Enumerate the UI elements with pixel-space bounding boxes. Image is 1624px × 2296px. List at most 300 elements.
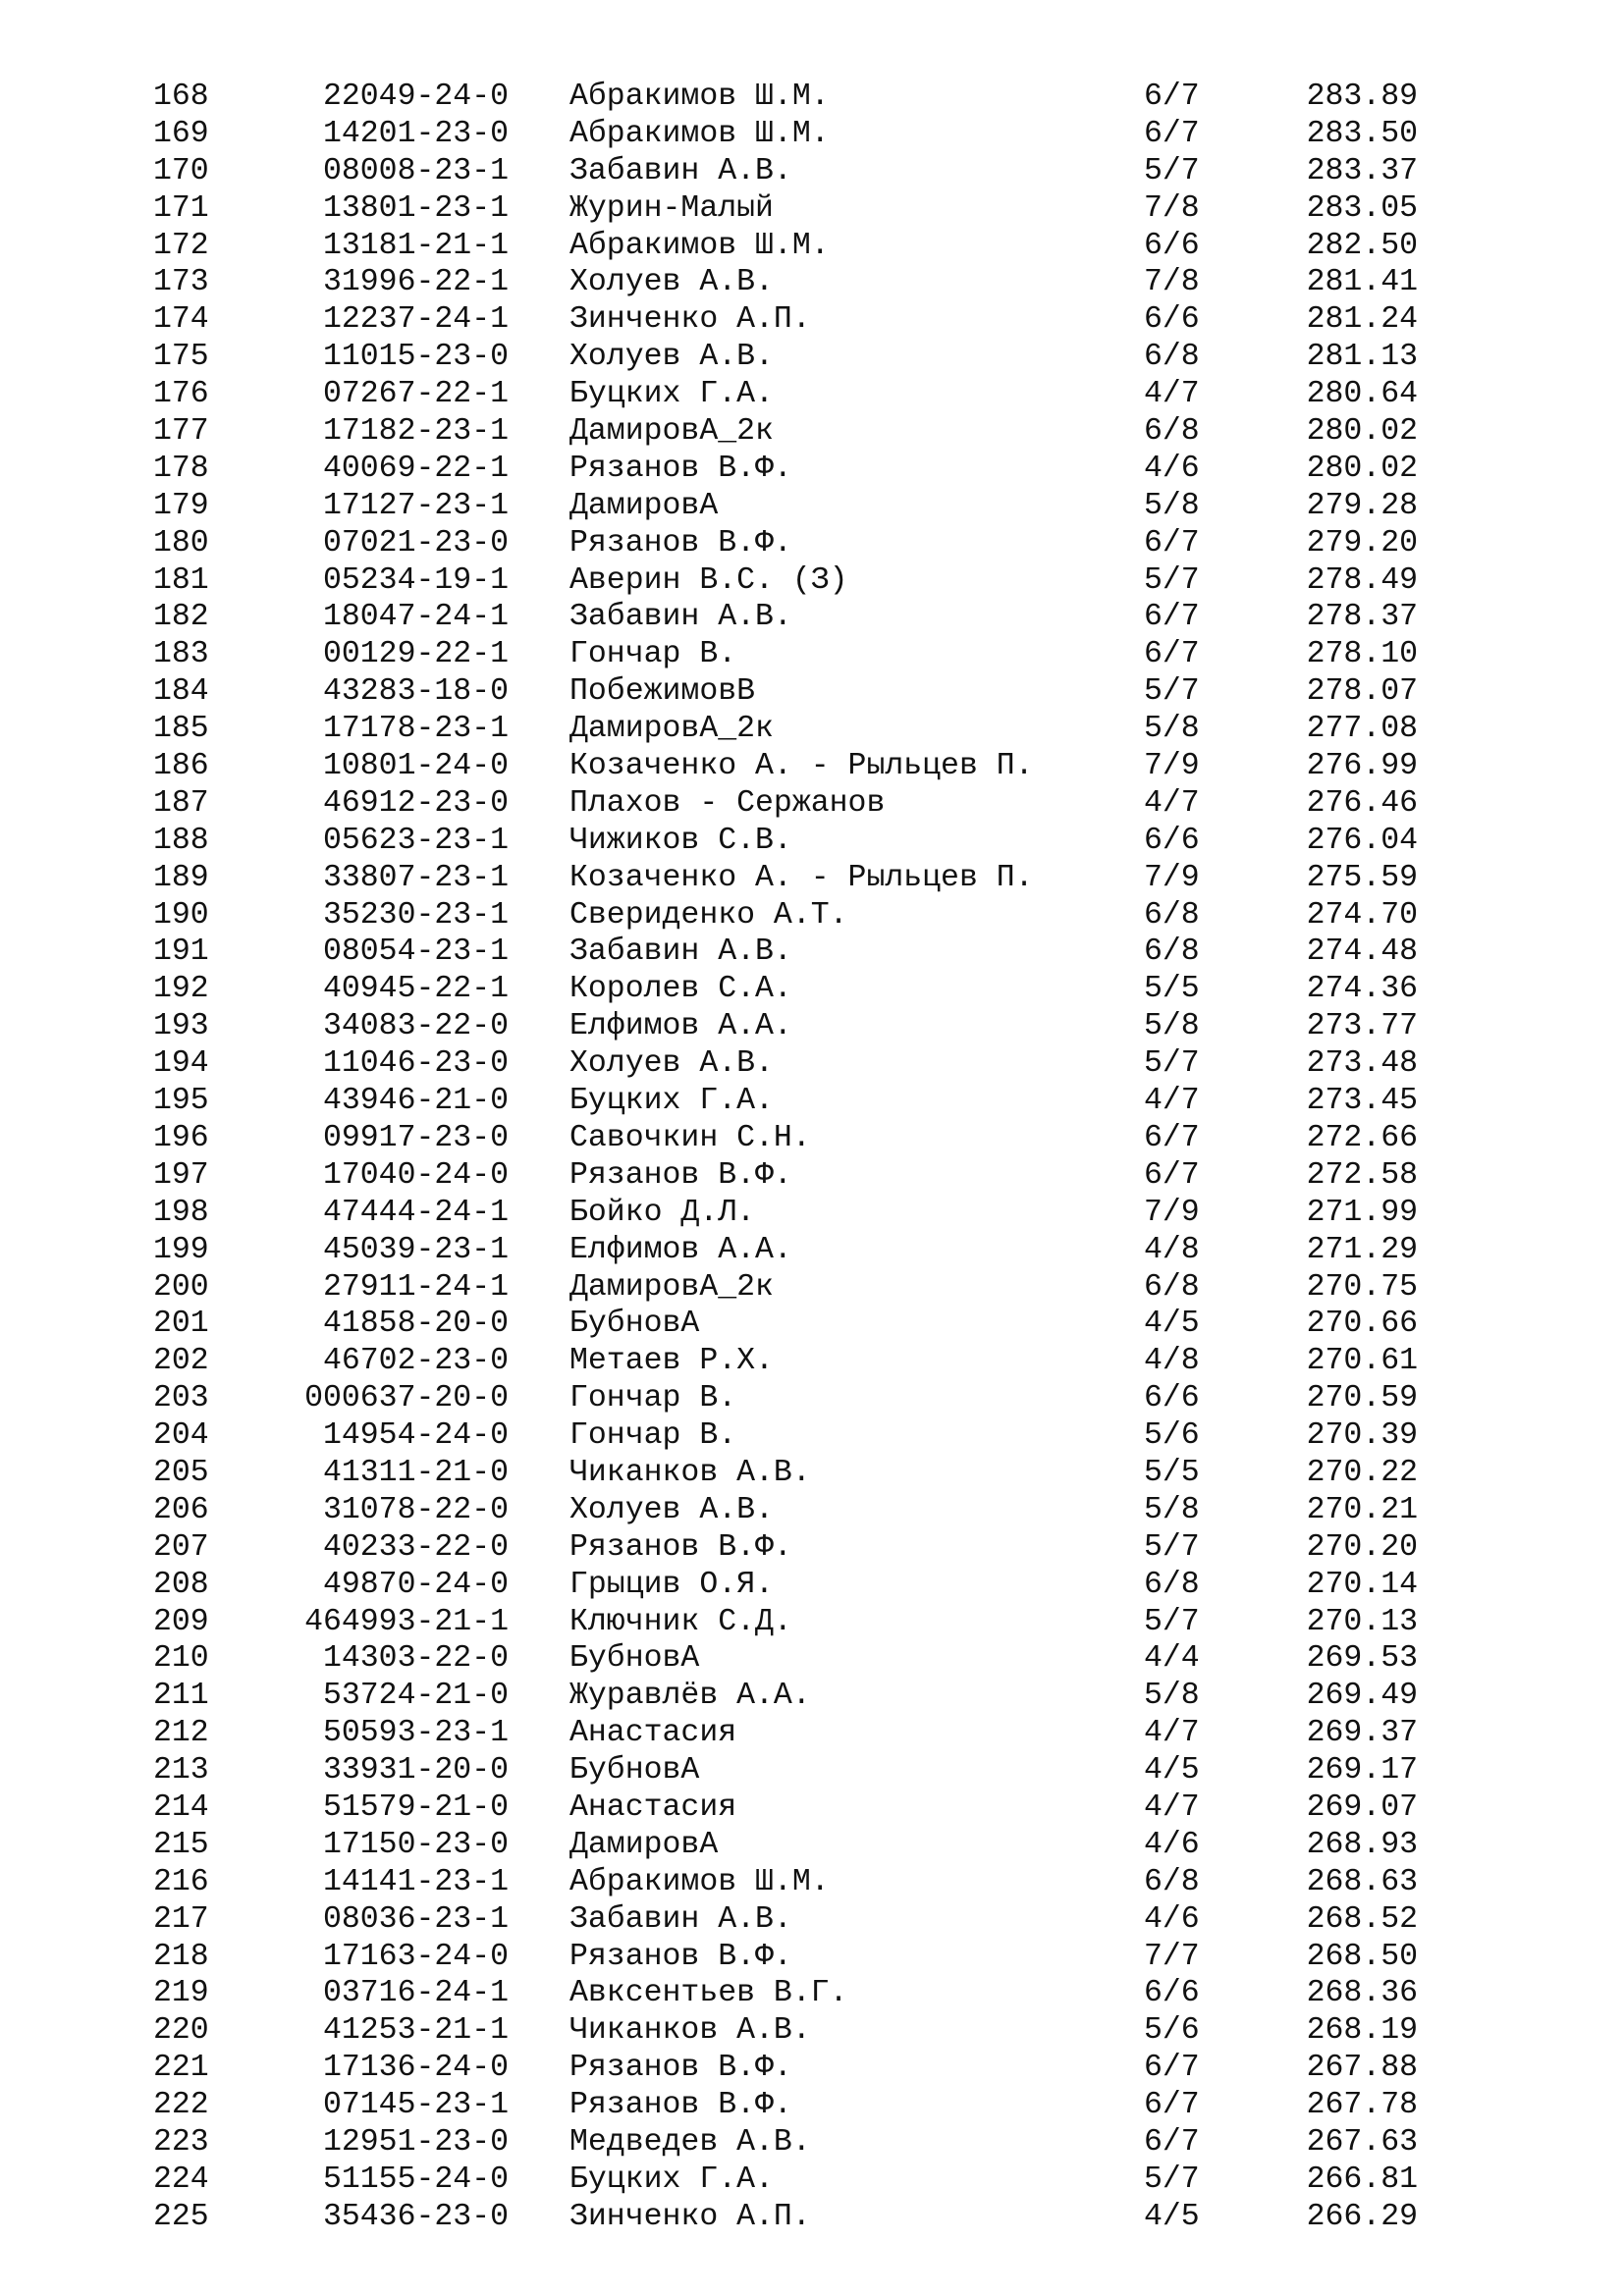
row-name: БубновА <box>569 1307 700 1342</box>
row-number: 208 <box>153 1567 209 1602</box>
row-code: 12951-23-0 <box>322 2124 509 2160</box>
row-ratio: 5/6 <box>1144 1418 1200 1454</box>
table-row <box>0 451 1624 488</box>
row-ratio: 4/7 <box>1144 1789 1200 1825</box>
row-number: 218 <box>153 1939 209 1974</box>
row-number: 171 <box>153 190 209 226</box>
table-row <box>0 264 1624 301</box>
row-number: 185 <box>153 712 209 747</box>
row-score: 269.53 <box>1306 1641 1418 1677</box>
table-row <box>0 339 1624 376</box>
row-ratio: 5/5 <box>1144 972 1200 1007</box>
row-code: 17163-24-0 <box>322 1939 509 1974</box>
table-row <box>0 413 1624 451</box>
row-ratio: 4/5 <box>1144 2199 1200 2234</box>
row-code: 51579-21-0 <box>322 1789 509 1825</box>
row-ratio: 4/7 <box>1144 1716 1200 1751</box>
row-score: 270.14 <box>1306 1567 1418 1602</box>
row-score: 274.36 <box>1306 972 1418 1007</box>
row-score: 272.58 <box>1306 1157 1418 1193</box>
row-score: 283.89 <box>1306 80 1418 114</box>
row-code: 41253-21-1 <box>322 2013 509 2049</box>
row-name: Холуев А.В. <box>569 265 774 300</box>
table-row <box>0 1045 1624 1083</box>
table-row <box>0 860 1624 897</box>
row-ratio: 5/8 <box>1144 1492 1200 1527</box>
row-name: Гончар В. <box>569 1381 737 1416</box>
row-ratio: 4/5 <box>1144 1307 1200 1342</box>
row-score: 276.04 <box>1306 823 1418 858</box>
row-name: Аверин В.С. (З) <box>569 562 848 598</box>
row-ratio: 5/7 <box>1144 562 1200 598</box>
row-code: 45039-23-1 <box>322 1232 509 1267</box>
row-code: 34083-22-0 <box>322 1009 509 1044</box>
row-ratio: 4/6 <box>1144 1827 1200 1862</box>
row-number: 187 <box>153 785 209 821</box>
row-number: 211 <box>153 1679 209 1714</box>
table-row <box>0 228 1624 265</box>
row-score: 279.20 <box>1306 525 1418 561</box>
row-score: 283.05 <box>1306 190 1418 226</box>
row-number: 175 <box>153 340 209 375</box>
row-name: Рязанов В.Ф. <box>569 2088 792 2123</box>
row-score: 280.64 <box>1306 377 1418 412</box>
row-score: 268.52 <box>1306 1901 1418 1937</box>
row-ratio: 6/7 <box>1144 600 1200 635</box>
row-code: 14201-23-0 <box>322 116 509 151</box>
row-name: Журин-Малый <box>569 190 774 226</box>
row-number: 210 <box>153 1641 209 1677</box>
row-name: Елфимов А.А. <box>569 1009 792 1044</box>
row-name: Чиканков А.В. <box>569 2013 811 2049</box>
row-code: 33931-20-0 <box>322 1753 509 1789</box>
row-number: 212 <box>153 1716 209 1751</box>
row-score: 267.78 <box>1306 2088 1418 2123</box>
row-number: 222 <box>153 2088 209 2123</box>
row-score: 275.59 <box>1306 860 1418 895</box>
table-row <box>0 1120 1624 1157</box>
row-number: 206 <box>153 1492 209 1527</box>
row-ratio: 7/7 <box>1144 1939 1200 1974</box>
row-code: 00129-22-1 <box>322 637 509 672</box>
row-score: 282.50 <box>1306 228 1418 263</box>
row-name: Холуев А.В. <box>569 340 774 375</box>
row-code: 17178-23-1 <box>322 712 509 747</box>
row-code: 18047-24-1 <box>322 600 509 635</box>
row-ratio: 6/6 <box>1144 1976 1200 2011</box>
row-score: 270.22 <box>1306 1455 1418 1490</box>
row-score: 276.46 <box>1306 785 1418 821</box>
row-code: 000637-20-0 <box>304 1381 509 1416</box>
table-row <box>0 1678 1624 1715</box>
table-row <box>0 79 1624 116</box>
row-code: 49870-24-0 <box>322 1567 509 1602</box>
row-score: 266.29 <box>1306 2199 1418 2234</box>
row-ratio: 6/7 <box>1144 2051 1200 2086</box>
row-code: 10801-24-0 <box>322 749 509 784</box>
row-ratio: 6/7 <box>1144 1157 1200 1193</box>
row-code: 46702-23-0 <box>322 1344 509 1379</box>
row-number: 203 <box>153 1381 209 1416</box>
table-row <box>0 1640 1624 1678</box>
row-score: 271.29 <box>1306 1232 1418 1267</box>
table-row <box>0 2012 1624 2050</box>
row-score: 267.63 <box>1306 2124 1418 2160</box>
row-ratio: 6/8 <box>1144 897 1200 933</box>
table-row <box>0 562 1624 600</box>
row-code: 17182-23-1 <box>322 414 509 450</box>
row-ratio: 5/7 <box>1144 1604 1200 1639</box>
row-name: Елфимов А.А. <box>569 1232 792 1267</box>
row-score: 270.61 <box>1306 1344 1418 1379</box>
table-row <box>0 1604 1624 1641</box>
row-code: 14141-23-1 <box>322 1864 509 1899</box>
row-score: 270.13 <box>1306 1604 1418 1639</box>
table-row <box>0 1789 1624 1827</box>
table-row <box>0 1269 1624 1307</box>
row-number: 207 <box>153 1529 209 1565</box>
row-name: ДамировА_2к <box>569 1269 774 1305</box>
row-ratio: 6/6 <box>1144 302 1200 338</box>
row-ratio: 6/7 <box>1144 1120 1200 1155</box>
row-ratio: 6/7 <box>1144 80 1200 114</box>
table-row <box>0 823 1624 860</box>
row-ratio: 5/8 <box>1144 1009 1200 1044</box>
row-number: 195 <box>153 1084 209 1119</box>
row-score: 270.59 <box>1306 1381 1418 1416</box>
table-row <box>0 1008 1624 1045</box>
table-row <box>0 301 1624 339</box>
row-ratio: 5/7 <box>1144 2162 1200 2197</box>
row-number: 192 <box>153 972 209 1007</box>
row-number: 221 <box>153 2051 209 2086</box>
row-ratio: 4/7 <box>1144 377 1200 412</box>
row-code: 14954-24-0 <box>322 1418 509 1454</box>
row-name: Савочкин С.Н. <box>569 1120 811 1155</box>
row-score: 269.07 <box>1306 1789 1418 1825</box>
row-ratio: 6/8 <box>1144 1864 1200 1899</box>
row-number: 190 <box>153 897 209 933</box>
table-row <box>0 1492 1624 1529</box>
table-row <box>0 2199 1624 2236</box>
row-score: 274.70 <box>1306 897 1418 933</box>
row-code: 33807-23-1 <box>322 860 509 895</box>
row-name: Абракимов Ш.М. <box>569 80 830 114</box>
row-ratio: 5/7 <box>1144 1529 1200 1565</box>
row-name: Рязанов В.Ф. <box>569 1157 792 1193</box>
row-name: Королев С.А. <box>569 972 792 1007</box>
row-score: 278.10 <box>1306 637 1418 672</box>
table-row <box>0 971 1624 1008</box>
table-row <box>0 1083 1624 1120</box>
row-code: 05234-19-1 <box>322 562 509 598</box>
row-name: Анастасия <box>569 1789 737 1825</box>
row-number: 177 <box>153 414 209 450</box>
table-row <box>0 1306 1624 1343</box>
row-code: 08054-23-1 <box>322 934 509 970</box>
row-ratio: 4/6 <box>1144 451 1200 486</box>
row-score: 278.37 <box>1306 600 1418 635</box>
table-row <box>0 711 1624 748</box>
row-code: 40069-22-1 <box>322 451 509 486</box>
table-row <box>0 1529 1624 1567</box>
table-row <box>0 599 1624 636</box>
table-row <box>0 1343 1624 1380</box>
table-row <box>0 673 1624 711</box>
row-number: 184 <box>153 674 209 710</box>
row-name: Зинченко А.П. <box>569 2199 811 2234</box>
row-code: 43283-18-0 <box>322 674 509 710</box>
row-code: 35230-23-1 <box>322 897 509 933</box>
table-row <box>0 1157 1624 1195</box>
row-score: 281.41 <box>1306 265 1418 300</box>
row-number: 188 <box>153 823 209 858</box>
row-score: 276.99 <box>1306 749 1418 784</box>
row-ratio: 5/7 <box>1144 1046 1200 1082</box>
row-code: 05623-23-1 <box>322 823 509 858</box>
row-number: 223 <box>153 2124 209 2160</box>
row-number: 217 <box>153 1901 209 1937</box>
results-table <box>0 79 1624 2236</box>
row-name: Забавин А.В. <box>569 600 792 635</box>
row-number: 179 <box>153 488 209 523</box>
row-code: 51155-24-0 <box>322 2162 509 2197</box>
row-code: 17150-23-0 <box>322 1827 509 1862</box>
row-score: 273.48 <box>1306 1046 1418 1082</box>
row-score: 280.02 <box>1306 414 1418 450</box>
row-number: 182 <box>153 600 209 635</box>
row-code: 13181-21-1 <box>322 228 509 263</box>
row-name: Абракимов Ш.М. <box>569 116 830 151</box>
row-number: 199 <box>153 1232 209 1267</box>
row-name: Абракимов Ш.М. <box>569 1864 830 1899</box>
table-row <box>0 153 1624 190</box>
row-name: Абракимов Ш.М. <box>569 228 830 263</box>
row-code: 09917-23-0 <box>322 1120 509 1155</box>
table-row <box>0 1232 1624 1269</box>
row-name: Гончар В. <box>569 1418 737 1454</box>
row-name: Чиканков А.В. <box>569 1455 811 1490</box>
row-score: 278.07 <box>1306 674 1418 710</box>
row-score: 273.77 <box>1306 1009 1418 1044</box>
table-row <box>0 636 1624 673</box>
table-row <box>0 1901 1624 1939</box>
table-row <box>0 1417 1624 1455</box>
row-name: Бойко Д.Л. <box>569 1195 756 1230</box>
row-ratio: 6/7 <box>1144 116 1200 151</box>
row-number: 215 <box>153 1827 209 1862</box>
row-score: 266.81 <box>1306 2162 1418 2197</box>
row-name: Метаев Р.Х. <box>569 1344 774 1379</box>
row-name: ДамировА_2к <box>569 414 774 450</box>
row-name: Забавин А.В. <box>569 934 792 970</box>
row-code: 464993-21-1 <box>304 1604 509 1639</box>
row-code: 14303-22-0 <box>322 1641 509 1677</box>
row-number: 219 <box>153 1976 209 2011</box>
row-number: 214 <box>153 1789 209 1825</box>
row-ratio: 6/6 <box>1144 823 1200 858</box>
row-ratio: 6/6 <box>1144 1381 1200 1416</box>
row-code: 31078-22-0 <box>322 1492 509 1527</box>
row-name: Журавлёв А.А. <box>569 1679 811 1714</box>
row-code: 47444-24-1 <box>322 1195 509 1230</box>
row-number: 216 <box>153 1864 209 1899</box>
row-score: 268.19 <box>1306 2013 1418 2049</box>
row-score: 283.37 <box>1306 153 1418 188</box>
row-ratio: 4/8 <box>1144 1232 1200 1267</box>
table-row <box>0 1715 1624 1752</box>
row-name: Холуев А.В. <box>569 1492 774 1527</box>
row-score: 270.66 <box>1306 1307 1418 1342</box>
row-ratio: 7/9 <box>1144 1195 1200 1230</box>
row-code: 41858-20-0 <box>322 1307 509 1342</box>
table-row <box>0 2162 1624 2199</box>
row-score: 268.36 <box>1306 1976 1418 2011</box>
row-name: Рязанов В.Ф. <box>569 451 792 486</box>
row-number: 225 <box>153 2199 209 2234</box>
row-score: 270.39 <box>1306 1418 1418 1454</box>
table-row <box>0 1864 1624 1901</box>
row-number: 181 <box>153 562 209 598</box>
row-name: Буцких Г.А. <box>569 2162 774 2197</box>
row-name: Рязанов В.Ф. <box>569 2051 792 2086</box>
row-score: 270.75 <box>1306 1269 1418 1305</box>
table-row <box>0 2124 1624 2162</box>
row-name: Рязанов В.Ф. <box>569 525 792 561</box>
row-ratio: 4/6 <box>1144 1901 1200 1937</box>
row-score: 268.93 <box>1306 1827 1418 1862</box>
row-code: 43946-21-0 <box>322 1084 509 1119</box>
row-name: Рязанов В.Ф. <box>569 1529 792 1565</box>
row-number: 191 <box>153 934 209 970</box>
row-number: 200 <box>153 1269 209 1305</box>
row-ratio: 7/8 <box>1144 190 1200 226</box>
row-ratio: 5/6 <box>1144 2013 1200 2049</box>
table-row <box>0 748 1624 785</box>
row-name: Козаченко А. - Рыльцев П. <box>569 860 1034 895</box>
row-ratio: 4/5 <box>1144 1753 1200 1789</box>
row-score: 269.49 <box>1306 1679 1418 1714</box>
row-name: Забавин А.В. <box>569 1901 792 1937</box>
row-name: Ключник С.Д. <box>569 1604 792 1639</box>
row-score: 280.02 <box>1306 451 1418 486</box>
row-name: Зинченко А.П. <box>569 302 811 338</box>
row-ratio: 6/7 <box>1144 525 1200 561</box>
row-name: Гончар В. <box>569 637 737 672</box>
row-number: 220 <box>153 2013 209 2049</box>
row-code: 07021-23-0 <box>322 525 509 561</box>
row-ratio: 6/6 <box>1144 228 1200 263</box>
table-row <box>0 1939 1624 1976</box>
row-number: 168 <box>153 80 209 114</box>
row-ratio: 6/8 <box>1144 414 1200 450</box>
table-row <box>0 116 1624 153</box>
row-score: 279.28 <box>1306 488 1418 523</box>
row-code: 40945-22-1 <box>322 972 509 1007</box>
row-code: 13801-23-1 <box>322 190 509 226</box>
row-code: 07145-23-1 <box>322 2088 509 2123</box>
row-number: 205 <box>153 1455 209 1490</box>
row-ratio: 6/7 <box>1144 637 1200 672</box>
table-row <box>0 2050 1624 2087</box>
row-code: 50593-23-1 <box>322 1716 509 1751</box>
row-ratio: 4/8 <box>1144 1344 1200 1379</box>
row-score: 268.50 <box>1306 1939 1418 1974</box>
table-row <box>0 934 1624 971</box>
row-code: 11015-23-0 <box>322 340 509 375</box>
row-score: 281.13 <box>1306 340 1418 375</box>
row-ratio: 5/5 <box>1144 1455 1200 1490</box>
row-number: 169 <box>153 116 209 151</box>
row-ratio: 6/8 <box>1144 1567 1200 1602</box>
row-number: 213 <box>153 1753 209 1789</box>
row-ratio: 6/7 <box>1144 2088 1200 2123</box>
row-name: Медведев А.В. <box>569 2124 811 2160</box>
row-number: 201 <box>153 1307 209 1342</box>
row-name: Свериденко А.Т. <box>569 897 848 933</box>
table-row <box>0 1752 1624 1789</box>
row-name: Холуев А.В. <box>569 1046 774 1082</box>
row-score: 269.37 <box>1306 1716 1418 1751</box>
table-row <box>0 2087 1624 2124</box>
row-number: 176 <box>153 377 209 412</box>
row-score: 283.50 <box>1306 116 1418 151</box>
row-name: ПобежимовВ <box>569 674 756 710</box>
row-ratio: 6/8 <box>1144 1269 1200 1305</box>
row-score: 270.20 <box>1306 1529 1418 1565</box>
table-row <box>0 376 1624 413</box>
row-name: Рязанов В.Ф. <box>569 1939 792 1974</box>
row-number: 204 <box>153 1418 209 1454</box>
row-score: 273.45 <box>1306 1084 1418 1119</box>
table-row <box>0 785 1624 823</box>
row-code: 22049-24-0 <box>322 80 509 114</box>
row-score: 278.49 <box>1306 562 1418 598</box>
row-code: 17136-24-0 <box>322 2051 509 2086</box>
row-name: ДамировА_2к <box>569 712 774 747</box>
row-ratio: 7/9 <box>1144 749 1200 784</box>
table-row <box>0 1975 1624 2012</box>
row-ratio: 5/7 <box>1144 153 1200 188</box>
row-name: ДамировА <box>569 488 719 523</box>
row-code: 31996-22-1 <box>322 265 509 300</box>
row-ratio: 6/7 <box>1144 2124 1200 2160</box>
row-score: 269.17 <box>1306 1753 1418 1789</box>
row-code: 17127-23-1 <box>322 488 509 523</box>
table-row <box>0 1380 1624 1417</box>
row-code: 35436-23-0 <box>322 2199 509 2234</box>
row-ratio: 6/8 <box>1144 934 1200 970</box>
row-ratio: 5/8 <box>1144 1679 1200 1714</box>
table-row <box>0 1567 1624 1604</box>
row-number: 180 <box>153 525 209 561</box>
row-code: 12237-24-1 <box>322 302 509 338</box>
row-ratio: 4/7 <box>1144 1084 1200 1119</box>
row-number: 173 <box>153 265 209 300</box>
row-ratio: 5/8 <box>1144 488 1200 523</box>
row-ratio: 7/9 <box>1144 860 1200 895</box>
row-name: Буцких Г.А. <box>569 377 774 412</box>
row-name: Грыцив О.Я. <box>569 1567 774 1602</box>
row-code: 07267-22-1 <box>322 377 509 412</box>
row-number: 186 <box>153 749 209 784</box>
row-number: 197 <box>153 1157 209 1193</box>
row-code: 17040-24-0 <box>322 1157 509 1193</box>
row-number: 209 <box>153 1604 209 1639</box>
row-number: 194 <box>153 1046 209 1082</box>
row-code: 53724-21-0 <box>322 1679 509 1714</box>
row-score: 268.63 <box>1306 1864 1418 1899</box>
